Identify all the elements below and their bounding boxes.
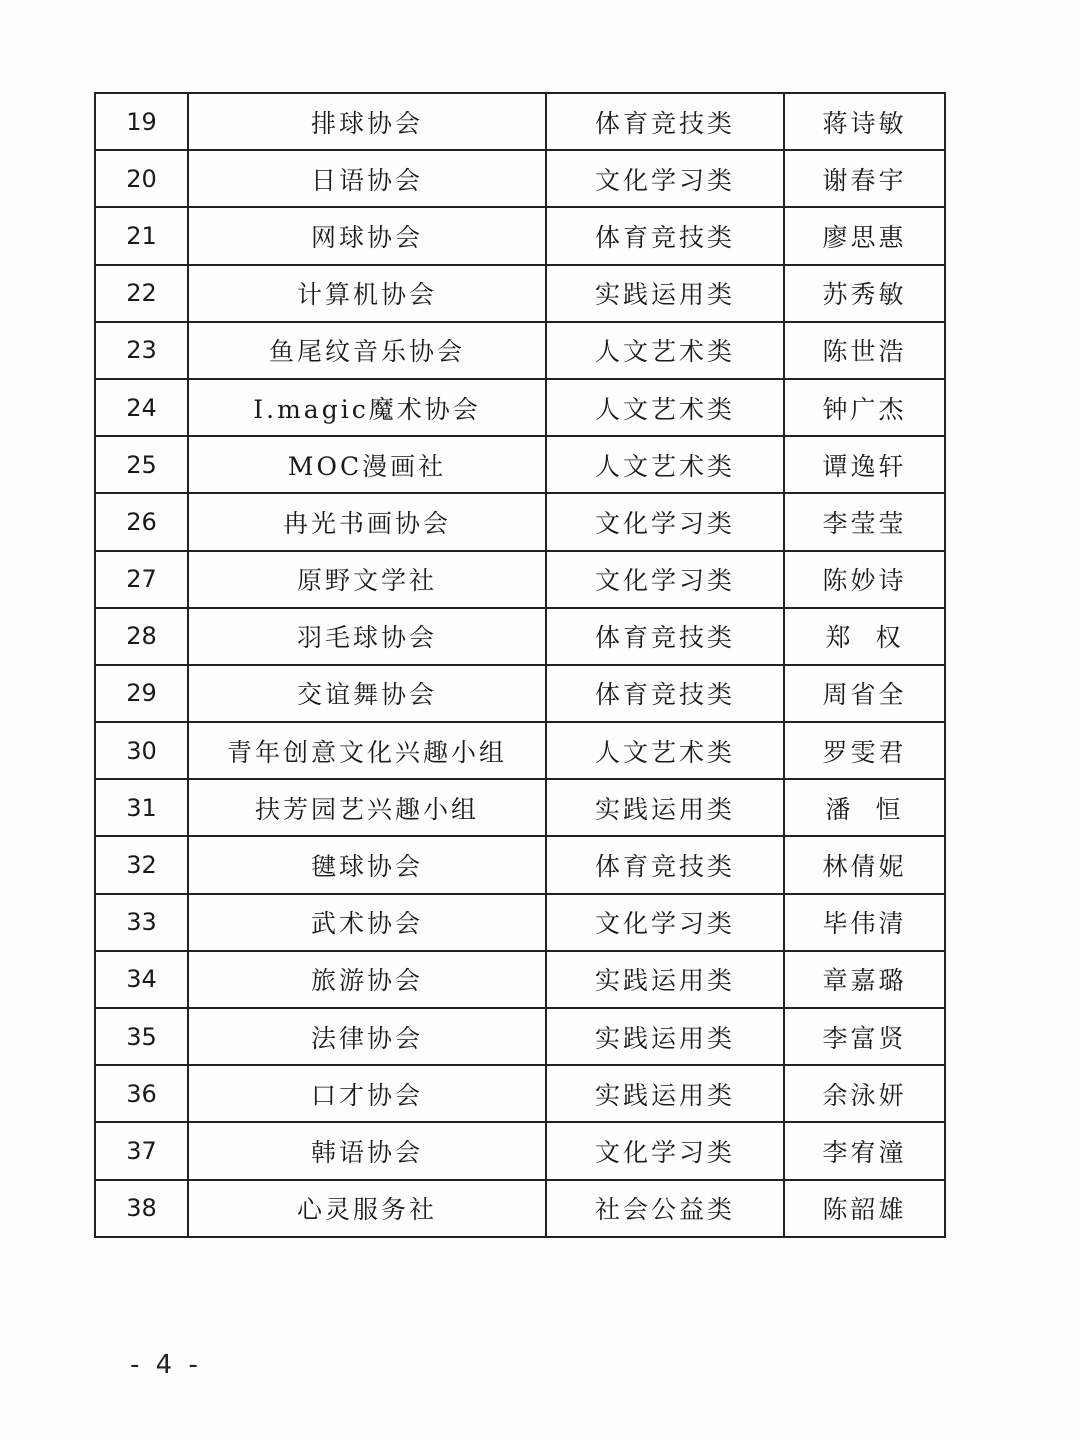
club-leader: 廖思惠: [784, 207, 945, 264]
row-number: 31: [95, 779, 188, 836]
table-row: [95, 551, 945, 608]
club-leader: 郑 权: [784, 608, 945, 665]
club-leader: 陈妙诗: [784, 551, 945, 608]
club-name: 口才协会: [188, 1065, 546, 1122]
row-number: 23: [95, 322, 188, 379]
row-number: 34: [95, 951, 188, 1008]
row-number: 37: [95, 1122, 188, 1179]
table-row: [95, 722, 945, 779]
table-row: [95, 322, 945, 379]
club-category: 人文艺术类: [546, 722, 784, 779]
club-name: 交谊舞协会: [188, 665, 546, 722]
club-name: 法律协会: [188, 1008, 546, 1065]
table-row: [95, 1122, 945, 1179]
club-category: 文化学习类: [546, 894, 784, 951]
club-name: 青年创意文化兴趣小组: [188, 722, 546, 779]
club-category: 文化学习类: [546, 150, 784, 207]
club-name: MOC漫画社: [188, 436, 546, 493]
club-name: 扶芳园艺兴趣小组: [188, 779, 546, 836]
row-number: 20: [95, 150, 188, 207]
table-row: [95, 951, 945, 1008]
row-number: 38: [95, 1180, 188, 1237]
club-name: 计算机协会: [188, 265, 546, 322]
table-row: [95, 207, 945, 264]
row-number: 27: [95, 551, 188, 608]
club-category: 实践运用类: [546, 265, 784, 322]
row-number: 26: [95, 493, 188, 550]
club-category: 体育竞技类: [546, 836, 784, 893]
club-name: I.magic魔术协会: [188, 379, 546, 436]
table-row: [95, 779, 945, 836]
row-number: 32: [95, 836, 188, 893]
row-number: 24: [95, 379, 188, 436]
table-row: [95, 150, 945, 207]
table-row: [95, 894, 945, 951]
club-name: 毽球协会: [188, 836, 546, 893]
row-number: 28: [95, 608, 188, 665]
row-number: 19: [95, 93, 188, 150]
club-category: 人文艺术类: [546, 436, 784, 493]
club-category: 体育竞技类: [546, 665, 784, 722]
club-category: 文化学习类: [546, 493, 784, 550]
row-number: 30: [95, 722, 188, 779]
row-number: 29: [95, 665, 188, 722]
row-number: 22: [95, 265, 188, 322]
club-name: 网球协会: [188, 207, 546, 264]
table-row: [95, 265, 945, 322]
club-name: 日语协会: [188, 150, 546, 207]
row-number: 33: [95, 894, 188, 951]
club-category: 人文艺术类: [546, 322, 784, 379]
club-category: 文化学习类: [546, 551, 784, 608]
club-name: 旅游协会: [188, 951, 546, 1008]
club-category: 实践运用类: [546, 1008, 784, 1065]
table-row: [95, 665, 945, 722]
club-name: 排球协会: [188, 93, 546, 150]
club-category: 社会公益类: [546, 1180, 784, 1237]
club-name: 武术协会: [188, 894, 546, 951]
club-table-body: [95, 93, 945, 1237]
club-name: 心灵服务社: [188, 1180, 546, 1237]
club-category: 体育竞技类: [546, 207, 784, 264]
club-leader: 李宥潼: [784, 1122, 945, 1179]
club-leader: 谭逸轩: [784, 436, 945, 493]
table-row: [95, 1065, 945, 1122]
table-row: [95, 1180, 945, 1237]
table-row: [95, 493, 945, 550]
page-number: - 4 -: [130, 1350, 202, 1380]
club-category: 实践运用类: [546, 1065, 784, 1122]
club-leader: 罗雯君: [784, 722, 945, 779]
club-leader: 李莹莹: [784, 493, 945, 550]
table-row: [95, 608, 945, 665]
club-leader: 蒋诗敏: [784, 93, 945, 150]
club-category: 体育竞技类: [546, 93, 784, 150]
club-category: 人文艺术类: [546, 379, 784, 436]
club-leader: 毕伟清: [784, 894, 945, 951]
club-name: 冉光书画协会: [188, 493, 546, 550]
table-row: [95, 836, 945, 893]
table-row: [95, 379, 945, 436]
club-leader: 章嘉璐: [784, 951, 945, 1008]
club-leader: 李富贤: [784, 1008, 945, 1065]
club-leader: 陈韶雄: [784, 1180, 945, 1237]
row-number: 35: [95, 1008, 188, 1065]
club-name: 原野文学社: [188, 551, 546, 608]
club-category: 文化学习类: [546, 1122, 784, 1179]
club-leader: 林倩妮: [784, 836, 945, 893]
club-name: 韩语协会: [188, 1122, 546, 1179]
table-row: [95, 436, 945, 493]
club-leader: 陈世浩: [784, 322, 945, 379]
table-row: [95, 1008, 945, 1065]
club-name: 鱼尾纹音乐协会: [188, 322, 546, 379]
club-table: [94, 92, 946, 1238]
table-row: [95, 93, 945, 150]
club-leader: 苏秀敏: [784, 265, 945, 322]
club-category: 实践运用类: [546, 951, 784, 1008]
row-number: 36: [95, 1065, 188, 1122]
club-leader: 余泳妍: [784, 1065, 945, 1122]
club-leader: 钟广杰: [784, 379, 945, 436]
club-leader: 谢春宇: [784, 150, 945, 207]
club-category: 体育竞技类: [546, 608, 784, 665]
club-leader: 潘 恒: [784, 779, 945, 836]
club-leader: 周省全: [784, 665, 945, 722]
club-category: 实践运用类: [546, 779, 784, 836]
row-number: 21: [95, 207, 188, 264]
row-number: 25: [95, 436, 188, 493]
club-name: 羽毛球协会: [188, 608, 546, 665]
